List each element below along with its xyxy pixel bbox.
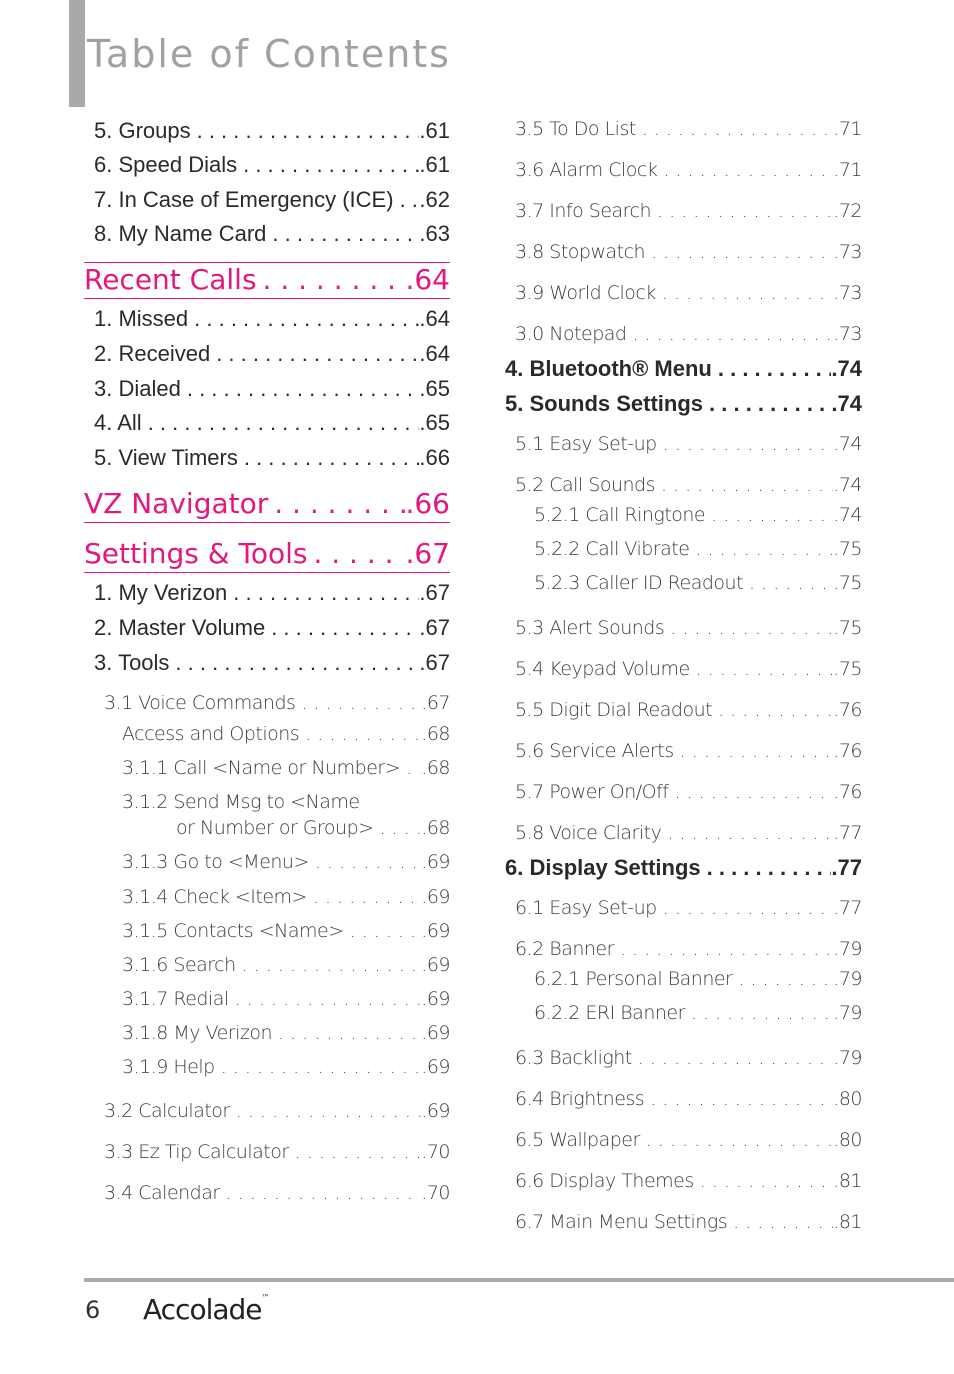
- toc-entry: [122, 757, 450, 779]
- dot-leader: [712, 356, 832, 382]
- toc-entry-page: .61: [419, 152, 450, 177]
- toc-entry: [534, 1002, 862, 1024]
- dot-leader: [227, 580, 419, 606]
- toc-entry-page: .68: [421, 723, 450, 745]
- dot-leader: [674, 740, 834, 762]
- toc-entry: [122, 886, 450, 908]
- toc-entry-label: 5. View Timers: [94, 445, 238, 470]
- toc-entry: [122, 920, 450, 942]
- toc-entry-label: 1. My Verizon: [94, 580, 228, 605]
- toc-entry-page: .79: [833, 1002, 862, 1024]
- toc-entry-label: 5.2.3 Caller ID Readout: [534, 572, 744, 594]
- dot-leader: [394, 187, 420, 213]
- dot-leader: [661, 822, 833, 844]
- toc-entry-label: VZ Navigator: [84, 487, 269, 520]
- toc-entry: [515, 822, 862, 844]
- dot-leader: [656, 282, 833, 304]
- toc-entry-page: .71: [833, 159, 862, 181]
- dot-leader: [299, 723, 421, 745]
- toc-entry-label: 3. Dialed: [94, 376, 181, 401]
- title-side-bar: [69, 0, 85, 107]
- toc-entry-label: 5.8 Voice Clarity: [515, 822, 662, 844]
- toc-entry: [515, 159, 862, 181]
- dot-leader: [694, 1170, 834, 1192]
- toc-entry-page: .73: [833, 323, 862, 345]
- dot-leader: [636, 118, 833, 140]
- toc-entry: [515, 1047, 862, 1069]
- toc-entry-page: .76: [833, 781, 862, 803]
- toc-entry-label: 1. Missed: [94, 306, 189, 331]
- toc-entry-page: .74: [831, 391, 862, 416]
- dot-leader: [142, 410, 420, 436]
- toc-entry: [94, 410, 450, 436]
- page-title: Table of Contents: [87, 32, 451, 76]
- dot-leader: [400, 757, 421, 779]
- toc-entry-page: .64: [419, 341, 450, 366]
- toc-entry-page: .69: [421, 954, 450, 976]
- toc-entry-page: .68: [421, 757, 450, 779]
- dot-leader: [169, 650, 419, 676]
- section-divider: [84, 522, 450, 523]
- toc-entry-page: .70: [421, 1141, 450, 1163]
- section-divider: [84, 298, 450, 299]
- toc-entry-page: .77: [831, 855, 862, 880]
- toc-entry-label: 2. Master Volume: [94, 615, 266, 640]
- dot-leader: [668, 781, 833, 803]
- toc-entry: [94, 221, 450, 247]
- dot-leader: [732, 968, 833, 990]
- dot-leader: [191, 118, 420, 144]
- toc-entry: [505, 391, 862, 417]
- dot-leader: [237, 152, 419, 178]
- toc-entry-label: 3.2 Calculator: [104, 1100, 230, 1122]
- toc-entry-label: 6.3 Backlight: [515, 1047, 632, 1069]
- toc-entry-page: .65: [419, 410, 450, 435]
- toc-entry: [122, 851, 450, 873]
- toc-entry: [94, 615, 450, 641]
- toc-entry-label: 3.1.6 Search: [122, 954, 236, 976]
- toc-entry-page: .66: [405, 487, 450, 520]
- brand-name: Accolade: [143, 1293, 262, 1326]
- toc-entry: [515, 938, 862, 960]
- toc-entry: [515, 241, 862, 263]
- toc-entry-page: .73: [833, 282, 862, 304]
- toc-entry-label: 3.7 Info Search: [515, 200, 652, 222]
- toc-entry: [515, 617, 862, 639]
- toc-entry-label: 7. In Case of Emergency (ICE): [94, 187, 394, 212]
- toc-entry-label: 5.4 Keypad Volume: [515, 658, 690, 680]
- toc-entry-page: .77: [833, 897, 862, 919]
- toc-entry-label: 6.5 Wallpaper: [515, 1129, 640, 1151]
- toc-entry-page: .69: [421, 988, 450, 1010]
- toc-entry: [515, 118, 862, 140]
- dot-leader: [703, 391, 831, 417]
- toc-entry: [534, 538, 862, 560]
- toc-entry: [534, 572, 862, 594]
- toc-entry-page: .81: [833, 1170, 862, 1192]
- toc-entry: [505, 855, 862, 881]
- toc-entry-label: 6.2.2 ERI Banner: [534, 1002, 685, 1024]
- toc-entry: [94, 306, 450, 332]
- dot-leader: [690, 658, 834, 680]
- dot-leader: [344, 920, 422, 942]
- dot-leader: [657, 159, 833, 181]
- toc-entry-page: .67: [421, 692, 450, 714]
- toc-entry: [94, 445, 450, 471]
- toc-entry: [122, 791, 450, 813]
- dot-leader: [257, 263, 406, 296]
- toc-entry-label: 5.7 Power On/Off: [515, 781, 669, 803]
- toc-entry-label: 4. Bluetooth® Menu: [505, 356, 712, 381]
- toc-entry-page: .76: [833, 740, 862, 762]
- toc-entry-label: 5.2.1 Call Ringtone: [534, 504, 706, 526]
- toc-entry-label: 3.1.9 Help: [122, 1056, 215, 1078]
- dot-leader: [307, 886, 421, 908]
- toc-entry: [122, 954, 450, 976]
- toc-entry-label: 6.7 Main Menu Settings: [515, 1211, 728, 1233]
- toc-entry-label: 2. Received: [94, 341, 211, 366]
- toc-entry-page: .75: [833, 658, 862, 680]
- toc-entry-label: 3.1.1 Call <Name or Number>: [122, 757, 401, 779]
- toc-entry-label: 3.4 Calendar: [104, 1182, 220, 1204]
- dot-leader: [265, 615, 419, 641]
- toc-entry-label: 3.1.7 Redial: [122, 988, 229, 1010]
- toc-entry-label: Settings & Tools: [84, 537, 308, 570]
- dot-leader: [689, 538, 833, 560]
- dot-leader: [651, 200, 833, 222]
- toc-entry-label: 5. Sounds Settings: [505, 391, 704, 416]
- toc-entry: [515, 433, 862, 455]
- toc-entry-page: .69: [421, 1022, 450, 1044]
- dot-leader: [230, 1100, 422, 1122]
- toc-entry-page: .72: [833, 200, 862, 222]
- toc-entry-page: .75: [833, 617, 862, 639]
- toc-entry-label: 3.3 Ez Tip Calculator: [104, 1141, 289, 1163]
- toc-entry: [104, 1141, 450, 1163]
- toc-entry-page: .74: [833, 474, 862, 496]
- toc-entry-page: .74: [831, 356, 862, 381]
- toc-entry-page: .81: [833, 1211, 862, 1233]
- toc-entry-page: .74: [833, 433, 862, 455]
- toc-entry: [515, 200, 862, 222]
- toc-entry-page: .71: [833, 118, 862, 140]
- toc-entry-page: .77: [833, 822, 862, 844]
- dot-leader: [374, 817, 422, 839]
- toc-entry-label: 6.1 Easy Set-up: [515, 897, 657, 919]
- toc-entry-label: 3.1.4 Check <Item>: [122, 886, 307, 908]
- dot-leader: [614, 938, 833, 960]
- toc-entry-page: .64: [405, 263, 450, 296]
- dot-leader: [307, 537, 405, 570]
- toc-entry-page: .69: [421, 851, 450, 873]
- toc-entry: [94, 341, 450, 367]
- toc-entry-page: .67: [419, 580, 450, 605]
- dot-leader: [220, 1182, 422, 1204]
- toc-entry-page: .69: [421, 1056, 450, 1078]
- toc-entry-label: 5.6 Service Alerts: [515, 740, 674, 762]
- toc-entry: [515, 1211, 862, 1233]
- dot-leader: [640, 1129, 833, 1151]
- toc-entry: [122, 723, 450, 745]
- toc-entry: [122, 1022, 450, 1044]
- dot-leader: [309, 851, 421, 873]
- toc-entry-label: Access and Options: [122, 723, 300, 745]
- toc-entry: [94, 580, 450, 606]
- toc-entry-label: 5.2 Call Sounds: [515, 474, 655, 496]
- toc-entry-label: 6.6 Display Themes: [515, 1170, 694, 1192]
- toc-entry-label: 3.1.8 My Verizon: [122, 1022, 273, 1044]
- toc-entry-label: 3.8 Stopwatch: [515, 241, 646, 263]
- dot-leader: [238, 445, 420, 471]
- toc-entry: [94, 187, 450, 213]
- toc-entry-label: 6.2.1 Personal Banner: [534, 968, 733, 990]
- dot-leader: [215, 1056, 422, 1078]
- section-divider: [84, 262, 450, 263]
- toc-entry-label: 5.3 Alert Sounds: [515, 617, 665, 639]
- toc-entry-label: Recent Calls: [84, 263, 257, 296]
- toc-entry: [176, 817, 450, 839]
- dot-leader: [644, 1088, 833, 1110]
- toc-entry-page: .79: [833, 968, 862, 990]
- dot-leader: [657, 897, 834, 919]
- toc-entry: [515, 897, 862, 919]
- toc-entry-page: .67: [405, 537, 450, 570]
- toc-entry-page: .66: [419, 445, 450, 470]
- toc-entry-label: 6. Speed Dials: [94, 152, 238, 177]
- trademark-mark: ™: [261, 1293, 269, 1302]
- toc-entry: [94, 118, 450, 144]
- toc-entry: [534, 968, 862, 990]
- toc-section-heading: [84, 487, 450, 520]
- footer-page-number: 6: [85, 1296, 101, 1324]
- toc-entry: [515, 323, 862, 345]
- toc-entry-page: .69: [421, 886, 450, 908]
- dot-leader: [664, 617, 833, 639]
- toc-entry: [515, 699, 862, 721]
- toc-entry: [515, 740, 862, 762]
- toc-entry-page: .70: [421, 1182, 450, 1204]
- dot-leader: [210, 341, 419, 367]
- dot-leader: [289, 1141, 422, 1163]
- toc-entry-page: .75: [833, 572, 862, 594]
- dot-leader: [268, 487, 405, 520]
- dot-leader: [743, 572, 833, 594]
- toc-entry: [515, 1129, 862, 1151]
- toc-entry: [515, 1088, 862, 1110]
- toc-entry: [534, 504, 862, 526]
- toc-entry: [515, 282, 862, 304]
- dot-leader: [655, 474, 833, 496]
- toc-entry: [515, 781, 862, 803]
- toc-entry-page: .75: [833, 538, 862, 560]
- toc-entry-page: .79: [833, 1047, 862, 1069]
- dot-leader: [181, 376, 420, 402]
- dot-leader: [266, 221, 419, 247]
- dot-leader: [272, 1022, 421, 1044]
- toc-entry-page: .69: [421, 920, 450, 942]
- toc-entry-label: 3.1.2 Send Msg to <Name: [122, 791, 360, 813]
- toc-entry: [94, 152, 450, 178]
- toc-entry: [515, 658, 862, 680]
- toc-entry: [104, 1100, 450, 1122]
- toc-entry: [515, 474, 862, 496]
- toc-entry-page: .67: [419, 650, 450, 675]
- toc-entry-label: 6.4 Brightness: [515, 1088, 645, 1110]
- toc-entry: [515, 1170, 862, 1192]
- footer-divider: [84, 1278, 954, 1282]
- toc-entry-label: 8. My Name Card: [94, 221, 267, 246]
- toc-entry-label: 3.0 Notepad: [515, 323, 627, 345]
- toc-entry-page: .79: [833, 938, 862, 960]
- toc-entry-label: 5. Groups: [94, 118, 191, 143]
- toc-entry-label: 5.2.2 Call Vibrate: [534, 538, 690, 560]
- toc-entry-label: or Number or Group>: [176, 817, 374, 839]
- toc-entry-page: .74: [833, 504, 862, 526]
- toc-entry-label: 3.1.3 Go to <Menu>: [122, 851, 309, 873]
- toc-entry: [122, 988, 450, 1010]
- toc-entry: [94, 650, 450, 676]
- toc-entry-label: 3.1.5 Contacts <Name>: [122, 920, 344, 942]
- dot-leader: [632, 1047, 834, 1069]
- toc-entry-label: 3.9 World Clock: [515, 282, 656, 304]
- toc-entry-page: .65: [419, 376, 450, 401]
- toc-entry-page: .63: [419, 221, 450, 246]
- toc-entry-page: .73: [833, 241, 862, 263]
- toc-entry-page: .68: [421, 817, 450, 839]
- toc-entry-page: .64: [419, 306, 450, 331]
- toc-entry-page: .62: [419, 187, 450, 212]
- toc-entry: [94, 376, 450, 402]
- toc-entry: [104, 1182, 450, 1204]
- footer-brand-logo: [143, 1293, 269, 1326]
- dot-leader: [701, 855, 832, 881]
- toc-entry-label: 3.5 To Do List: [515, 118, 636, 140]
- toc-entry-label: 3.1 Voice Commands: [104, 692, 296, 714]
- toc-entry-page: .67: [419, 615, 450, 640]
- toc-section-heading: [84, 263, 450, 296]
- dot-leader: [627, 323, 834, 345]
- toc-entry-page: .80: [833, 1129, 862, 1151]
- dot-leader: [727, 1211, 833, 1233]
- dot-leader: [229, 988, 422, 1010]
- toc-entry-page: .76: [833, 699, 862, 721]
- toc-entry-page: .69: [421, 1100, 450, 1122]
- dot-leader: [645, 241, 833, 263]
- toc-entry-page: .61: [419, 118, 450, 143]
- toc-entry-label: 5.1 Easy Set-up: [515, 433, 657, 455]
- toc-entry-label: 6. Display Settings: [505, 855, 701, 880]
- toc-entry: [505, 356, 862, 382]
- dot-leader: [685, 1002, 833, 1024]
- toc-entry: [104, 692, 450, 714]
- dot-leader: [236, 954, 422, 976]
- dot-leader: [712, 699, 833, 721]
- dot-leader: [188, 306, 419, 332]
- dot-leader: [295, 692, 421, 714]
- toc-entry-label: 4. All: [94, 410, 142, 435]
- toc-entry-label: 3.6 Alarm Clock: [515, 159, 658, 181]
- dot-leader: [657, 433, 834, 455]
- toc-entry-label: 6.2 Banner: [515, 938, 614, 960]
- dot-leader: [705, 504, 833, 526]
- toc-entry-page: .80: [833, 1088, 862, 1110]
- section-divider: [84, 572, 450, 573]
- toc-section-heading: [84, 537, 450, 570]
- toc-entry: [122, 1056, 450, 1078]
- toc-entry-label: 5.5 Digit Dial Readout: [515, 699, 713, 721]
- toc-entry-label: 3. Tools: [94, 650, 170, 675]
